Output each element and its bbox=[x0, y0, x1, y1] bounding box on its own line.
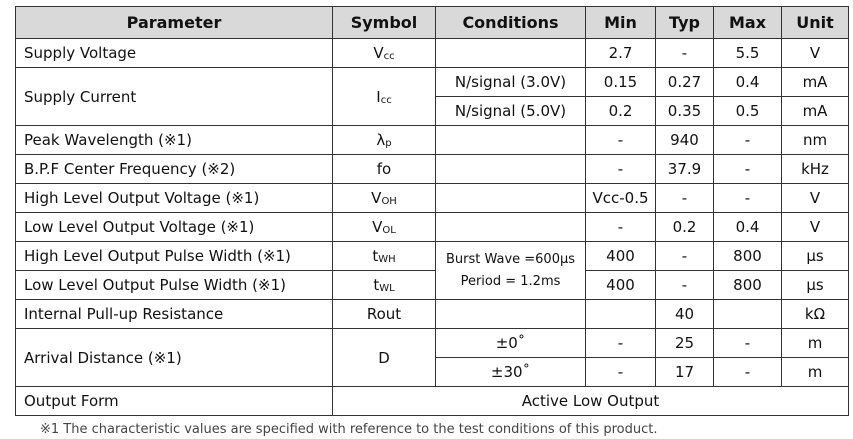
symbol-cell: D bbox=[333, 329, 436, 387]
max-cell: - bbox=[714, 329, 782, 358]
table-row bbox=[16, 300, 849, 329]
param-arrival-distance: Arrival Distance (※1) bbox=[16, 329, 333, 387]
min-cell: - bbox=[586, 155, 656, 184]
param-supply-current: Supply Current bbox=[16, 68, 333, 126]
max-cell: - bbox=[714, 184, 782, 213]
unit-cell: μs bbox=[782, 242, 849, 271]
unit-cell: mA bbox=[782, 97, 849, 126]
typ-cell: 940 bbox=[656, 126, 714, 155]
min-cell bbox=[586, 300, 656, 329]
table-row bbox=[16, 271, 849, 300]
min-cell: 400 bbox=[586, 242, 656, 271]
symbol-cell: fo bbox=[333, 155, 436, 184]
table-row bbox=[16, 329, 849, 358]
max-cell: - bbox=[714, 155, 782, 184]
header-symbol: Symbol bbox=[333, 7, 436, 39]
unit-cell: kΩ bbox=[782, 300, 849, 329]
unit-cell: V bbox=[782, 184, 849, 213]
symbol-cell: Vcc bbox=[333, 39, 436, 68]
footnote-text: ※1 The characteristic values are specified with reference to the test conditions of this product. bbox=[40, 422, 658, 437]
param-peak-wavelength: Peak Wavelength (※1) bbox=[16, 126, 333, 155]
pulse-conditions-cell bbox=[436, 242, 586, 300]
cond-cell: ±0˚ bbox=[436, 329, 586, 358]
param-high-level-output-voltage: High Level Output Voltage (※1) bbox=[16, 184, 333, 213]
cond-cell bbox=[436, 184, 586, 213]
symbol-cell: tWH bbox=[333, 242, 436, 271]
unit-cell: V bbox=[782, 39, 849, 68]
unit-cell: μs bbox=[782, 271, 849, 300]
symbol-cell: VOL bbox=[333, 213, 436, 242]
min-cell: - bbox=[586, 358, 656, 387]
param-high-level-pulse-width: High Level Output Pulse Width (※1) bbox=[16, 242, 333, 271]
min-cell: 400 bbox=[586, 271, 656, 300]
max-cell bbox=[714, 300, 782, 329]
table-row bbox=[16, 242, 849, 271]
cond-cell bbox=[436, 39, 586, 68]
unit-cell: m bbox=[782, 329, 849, 358]
header-max: Max bbox=[714, 7, 782, 39]
period-text: Period = 1.2ms bbox=[460, 273, 561, 289]
table-row bbox=[16, 213, 849, 242]
specification-table bbox=[15, 6, 849, 416]
max-cell: 5.5 bbox=[714, 39, 782, 68]
table-row bbox=[16, 68, 849, 97]
max-cell: 0.4 bbox=[714, 213, 782, 242]
cond-cell bbox=[436, 300, 586, 329]
unit-cell: V bbox=[782, 213, 849, 242]
param-bpf-center-frequency: B.P.F Center Frequency (※2) bbox=[16, 155, 333, 184]
unit-cell: nm bbox=[782, 126, 849, 155]
min-cell: - bbox=[586, 213, 656, 242]
cond-cell: N/signal (3.0V) bbox=[436, 68, 586, 97]
max-cell: 0.5 bbox=[714, 97, 782, 126]
symbol-cell: λp bbox=[333, 126, 436, 155]
min-cell: 0.2 bbox=[586, 97, 656, 126]
min-cell: 0.15 bbox=[586, 68, 656, 97]
typ-cell: - bbox=[656, 242, 714, 271]
header-unit: Unit bbox=[782, 7, 849, 39]
output-form-value: Active Low Output bbox=[333, 387, 849, 416]
cond-cell: ±30˚ bbox=[436, 358, 586, 387]
param-low-level-pulse-width: Low Level Output Pulse Width (※1) bbox=[16, 271, 333, 300]
max-cell: - bbox=[714, 358, 782, 387]
table-row bbox=[16, 126, 849, 155]
symbol-cell: Rout bbox=[333, 300, 436, 329]
cond-cell: N/signal (5.0V) bbox=[436, 97, 586, 126]
param-low-level-output-voltage: Low Level Output Voltage (※1) bbox=[16, 213, 333, 242]
cond-cell bbox=[436, 155, 586, 184]
typ-cell: 0.27 bbox=[656, 68, 714, 97]
min-cell: - bbox=[586, 329, 656, 358]
unit-cell: m bbox=[782, 358, 849, 387]
typ-cell: 0.35 bbox=[656, 97, 714, 126]
cond-cell bbox=[436, 213, 586, 242]
unit-cell: kHz bbox=[782, 155, 849, 184]
min-cell: Vcc-0.5 bbox=[586, 184, 656, 213]
symbol-cell: Icc bbox=[333, 68, 436, 126]
typ-cell: - bbox=[656, 184, 714, 213]
header-conditions: Conditions bbox=[436, 7, 586, 39]
header-min: Min bbox=[586, 7, 656, 39]
typ-cell: 40 bbox=[656, 300, 714, 329]
max-cell: 800 bbox=[714, 271, 782, 300]
table-row bbox=[16, 155, 849, 184]
table-row bbox=[16, 184, 849, 213]
min-cell: 2.7 bbox=[586, 39, 656, 68]
max-cell: 800 bbox=[714, 242, 782, 271]
typ-cell: 17 bbox=[656, 358, 714, 387]
header-typ: Typ bbox=[656, 7, 714, 39]
typ-cell: 25 bbox=[656, 329, 714, 358]
typ-cell: 0.2 bbox=[656, 213, 714, 242]
unit-cell: mA bbox=[782, 68, 849, 97]
burst-wave-text: Burst Wave =600μs bbox=[445, 251, 576, 267]
typ-cell: - bbox=[656, 39, 714, 68]
symbol-cell: VOH bbox=[333, 184, 436, 213]
table-row bbox=[16, 387, 849, 416]
table-row bbox=[16, 39, 849, 68]
header-row bbox=[16, 7, 849, 39]
min-cell: - bbox=[586, 126, 656, 155]
param-supply-voltage: Supply Voltage bbox=[16, 39, 333, 68]
param-internal-pullup: Internal Pull-up Resistance bbox=[16, 300, 333, 329]
header-parameter: Parameter bbox=[16, 7, 333, 39]
param-output-form: Output Form bbox=[16, 387, 333, 416]
symbol-cell: tWL bbox=[333, 271, 436, 300]
cond-cell bbox=[436, 126, 586, 155]
typ-cell: 37.9 bbox=[656, 155, 714, 184]
max-cell: - bbox=[714, 126, 782, 155]
max-cell: 0.4 bbox=[714, 68, 782, 97]
typ-cell: - bbox=[656, 271, 714, 300]
